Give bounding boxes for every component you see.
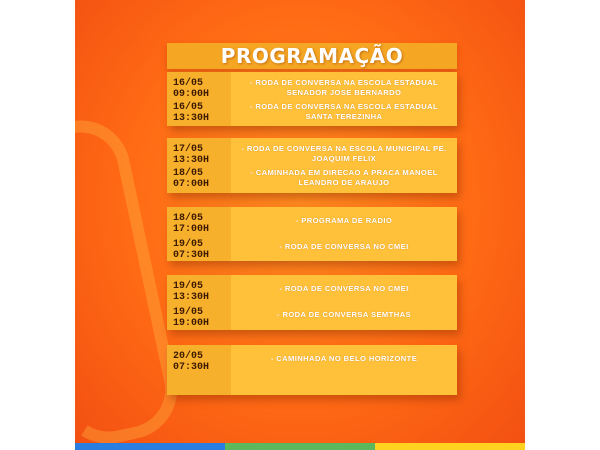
title-banner	[167, 43, 457, 69]
event-date: 17/05	[173, 144, 204, 155]
event-time: 17:00H	[173, 224, 210, 235]
event-time: 07:30H	[173, 250, 210, 261]
page-title: PROGRAMAÇÃO	[220, 44, 404, 68]
event-datetime	[173, 78, 229, 100]
event-description: - RODA DE CONVERSA NO CMEI	[279, 242, 409, 251]
event-datetime	[173, 144, 229, 166]
event-date: 19/05	[173, 281, 204, 292]
description-column	[231, 345, 457, 395]
event-time: 13:30H	[173, 292, 210, 303]
event-date: 19/05	[173, 239, 204, 250]
event-time: 13:30H	[173, 155, 210, 166]
schedule-card	[167, 72, 457, 126]
schedule-card	[167, 207, 457, 261]
schedule-card	[167, 345, 457, 395]
bottom-stripe-green	[225, 443, 375, 450]
event-description: - RODA DE CONVERSA SEMTHAS	[277, 310, 411, 319]
event-time: 07:00H	[173, 179, 210, 190]
event-time: 13:30H	[173, 113, 210, 124]
event-datetime	[173, 351, 229, 373]
event-description: - RODA DE CONVERSA NA ESCOLA ESTADUAL SANTA TEREZINHA	[249, 102, 439, 121]
event-datetime	[173, 307, 229, 329]
event-date: 19/05	[173, 307, 204, 318]
event-time: 07:30H	[173, 362, 210, 373]
event-description: - RODA DE CONVERSA NO CMEI	[279, 284, 409, 293]
event-datetime	[173, 213, 229, 235]
event-date: 16/05	[173, 78, 204, 89]
bottom-stripe-blue	[75, 443, 225, 450]
event-datetime	[173, 102, 229, 124]
event-time: 19:00H	[173, 318, 210, 329]
event-description: - PROGRAMA DE RADIO	[295, 216, 393, 225]
event-description: - RODA DE CONVERSA NA ESCOLA MUNICIPAL PE. JOAQUIM FELIX	[241, 144, 447, 163]
event-description: - CAMINHADA EM DIRECAO A PRACA MANOEL LEANDRO DE ARAUJO	[250, 168, 438, 187]
event-date: 20/05	[173, 351, 204, 362]
schedule-card	[167, 275, 457, 330]
schedule-card	[167, 138, 457, 193]
event-datetime	[173, 168, 229, 190]
event-description: - RODA DE CONVERSA NA ESCOLA ESTADUAL SENADOR JOSE BERNARDO	[249, 78, 439, 97]
event-description: - CAMINHADA NO BELO HORIZONTE	[270, 354, 418, 363]
event-date: 18/05	[173, 168, 204, 179]
event-date: 16/05	[173, 102, 204, 113]
bottom-stripe-yellow	[375, 443, 525, 450]
poster	[75, 0, 525, 450]
event-time: 09:00H	[173, 89, 210, 100]
event-datetime	[173, 281, 229, 303]
event-datetime	[173, 239, 229, 261]
event-date: 18/05	[173, 213, 204, 224]
